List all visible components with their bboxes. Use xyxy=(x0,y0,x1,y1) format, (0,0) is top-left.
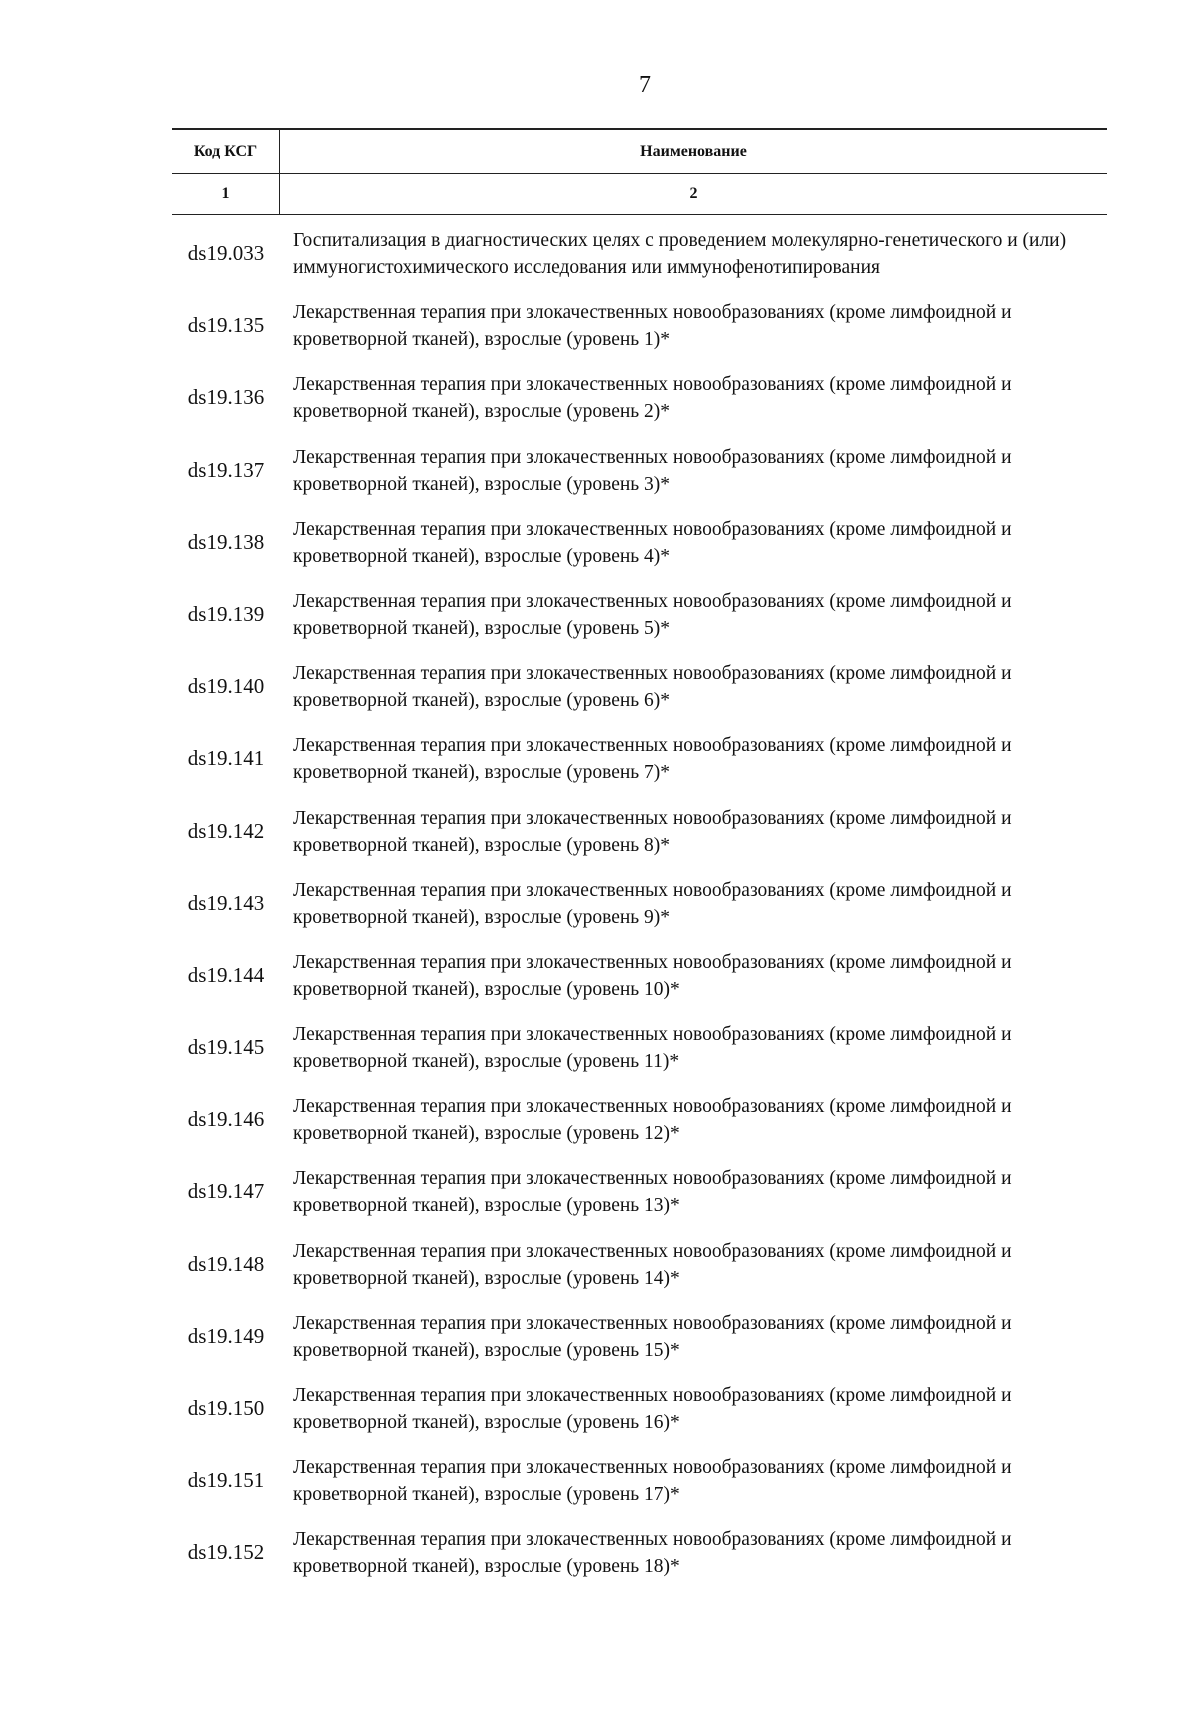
table-row xyxy=(172,1454,1107,1526)
row-name: Лекарственная терапия при злокачественных новообразованиях (кроме лимфоидной и кроветворной тканей), взрослые (уровень 7)* xyxy=(293,735,1012,784)
row-name: Лекарственная терапия при злокачественных новообразованиях (кроме лимфоидной и кроветворной тканей), взрослые (уровень 3)* xyxy=(293,446,1012,495)
table-row xyxy=(172,732,1107,804)
row-code: ds19.142 xyxy=(187,818,265,843)
table-row xyxy=(172,805,1107,877)
row-code: ds19.146 xyxy=(187,1107,265,1132)
table-row xyxy=(172,1021,1107,1093)
row-name: Лекарственная терапия при злокачественных новообразованиях (кроме лимфоидной и кроветворной тканей), взрослые (уровень 14)* xyxy=(293,1240,1012,1289)
table-row xyxy=(172,1526,1107,1598)
row-code: ds19.135 xyxy=(187,313,265,338)
row-code: ds19.145 xyxy=(187,1035,265,1060)
table-row xyxy=(172,1310,1107,1382)
row-name: Лекарственная терапия при злокачественных новообразованиях (кроме лимфоидной и кроветворной тканей), взрослые (уровень 4)* xyxy=(293,518,1012,567)
table-row xyxy=(172,1238,1107,1310)
row-code: ds19.033 xyxy=(187,241,265,265)
table-body xyxy=(172,227,1107,1599)
row-code: ds19.137 xyxy=(187,457,265,482)
row-name: Лекарственная терапия при злокачественных новообразованиях (кроме лимфоидной и кроветворной тканей), взрослые (уровень 16)* xyxy=(293,1385,1012,1433)
row-code: ds19.152 xyxy=(187,1540,265,1565)
row-code: ds19.141 xyxy=(187,746,265,771)
column-number-code: 1 xyxy=(172,174,280,214)
row-name: Лекарственная терапия при злокачественных новообразованиях (кроме лимфоидной и кроветворной тканей), взрослые (уровень 9)* xyxy=(293,879,1012,928)
page-number: 7 xyxy=(639,72,651,98)
row-code: ds19.136 xyxy=(187,385,265,410)
row-name: Госпитализация в диагностических целях с проведением молекулярно-генетического и (или) иммуногистохимического исследования или иммунофенотипирования xyxy=(293,230,1067,278)
table-header-row xyxy=(172,128,1107,174)
row-code: ds19.147 xyxy=(187,1179,265,1204)
table-row xyxy=(172,660,1107,732)
row-code: ds19.143 xyxy=(187,890,265,915)
row-name: Лекарственная терапия при злокачественных новообразованиях (кроме лимфоидной и кроветворной тканей), взрослые (уровень 6)* xyxy=(293,663,1012,712)
row-code: ds19.148 xyxy=(187,1251,265,1276)
row-name: Лекарственная терапия при злокачественных новообразованиях (кроме лимфоидной и кроветворной тканей), взрослые (уровень 15)* xyxy=(293,1312,1012,1361)
row-name: Лекарственная терапия при злокачественных новообразованиях (кроме лимфоидной и кроветворной тканей), взрослые (уровень 17)* xyxy=(293,1457,1012,1506)
table-row xyxy=(172,227,1107,299)
header-code: Код КСГ xyxy=(172,130,280,173)
row-code: ds19.144 xyxy=(187,962,265,987)
row-name: Лекарственная терапия при злокачественных новообразованиях (кроме лимфоидной и кроветворной тканей), взрослые (уровень 11)* xyxy=(293,1024,1012,1073)
row-code: ds19.151 xyxy=(187,1468,265,1493)
table-row xyxy=(172,1382,1107,1454)
row-code: ds19.139 xyxy=(187,601,265,626)
row-name: Лекарственная терапия при злокачественных новообразованиях (кроме лимфоидной и кроветворной тканей), взрослые (уровень 8)* xyxy=(293,807,1012,856)
row-name: Лекарственная терапия при злокачественных новообразованиях (кроме лимфоидной и кроветворной тканей), взрослые (уровень 12)* xyxy=(293,1096,1012,1145)
row-name: Лекарственная терапия при злокачественных новообразованиях (кроме лимфоидной и кроветворной тканей), взрослые (уровень 13)* xyxy=(293,1168,1012,1217)
row-code: ds19.140 xyxy=(187,674,265,699)
table-row xyxy=(172,371,1107,443)
ksg-table xyxy=(172,128,1107,1599)
table-row xyxy=(172,877,1107,949)
row-name: Лекарственная терапия при злокачественных новообразованиях (кроме лимфоидной и кроветворной тканей), взрослые (уровень 18)* xyxy=(293,1529,1012,1578)
table-row xyxy=(172,1165,1107,1237)
row-name: Лекарственная терапия при злокачественных новообразованиях (кроме лимфоидной и кроветворной тканей), взрослые (уровень 5)* xyxy=(293,590,1012,639)
table-row xyxy=(172,1093,1107,1165)
table-row xyxy=(172,949,1107,1021)
row-code: ds19.138 xyxy=(187,529,265,554)
column-number-row xyxy=(172,174,1107,215)
table-row xyxy=(172,299,1107,371)
row-code: ds19.150 xyxy=(187,1396,265,1420)
header-name: Наименование xyxy=(640,142,747,160)
column-number-name: 2 xyxy=(689,185,698,202)
table-row xyxy=(172,444,1107,516)
table-row xyxy=(172,588,1107,660)
row-name: Лекарственная терапия при злокачественных новообразованиях (кроме лимфоидной и кроветворной тканей), взрослые (уровень 1)* xyxy=(293,302,1012,351)
row-code: ds19.149 xyxy=(187,1323,265,1348)
table-row xyxy=(172,516,1107,588)
row-name: Лекарственная терапия при злокачественных новообразованиях (кроме лимфоидной и кроветворной тканей), взрослые (уровень 10)* xyxy=(293,951,1012,1000)
row-name: Лекарственная терапия при злокачественных новообразованиях (кроме лимфоидной и кроветворной тканей), взрослые (уровень 2)* xyxy=(293,374,1012,423)
